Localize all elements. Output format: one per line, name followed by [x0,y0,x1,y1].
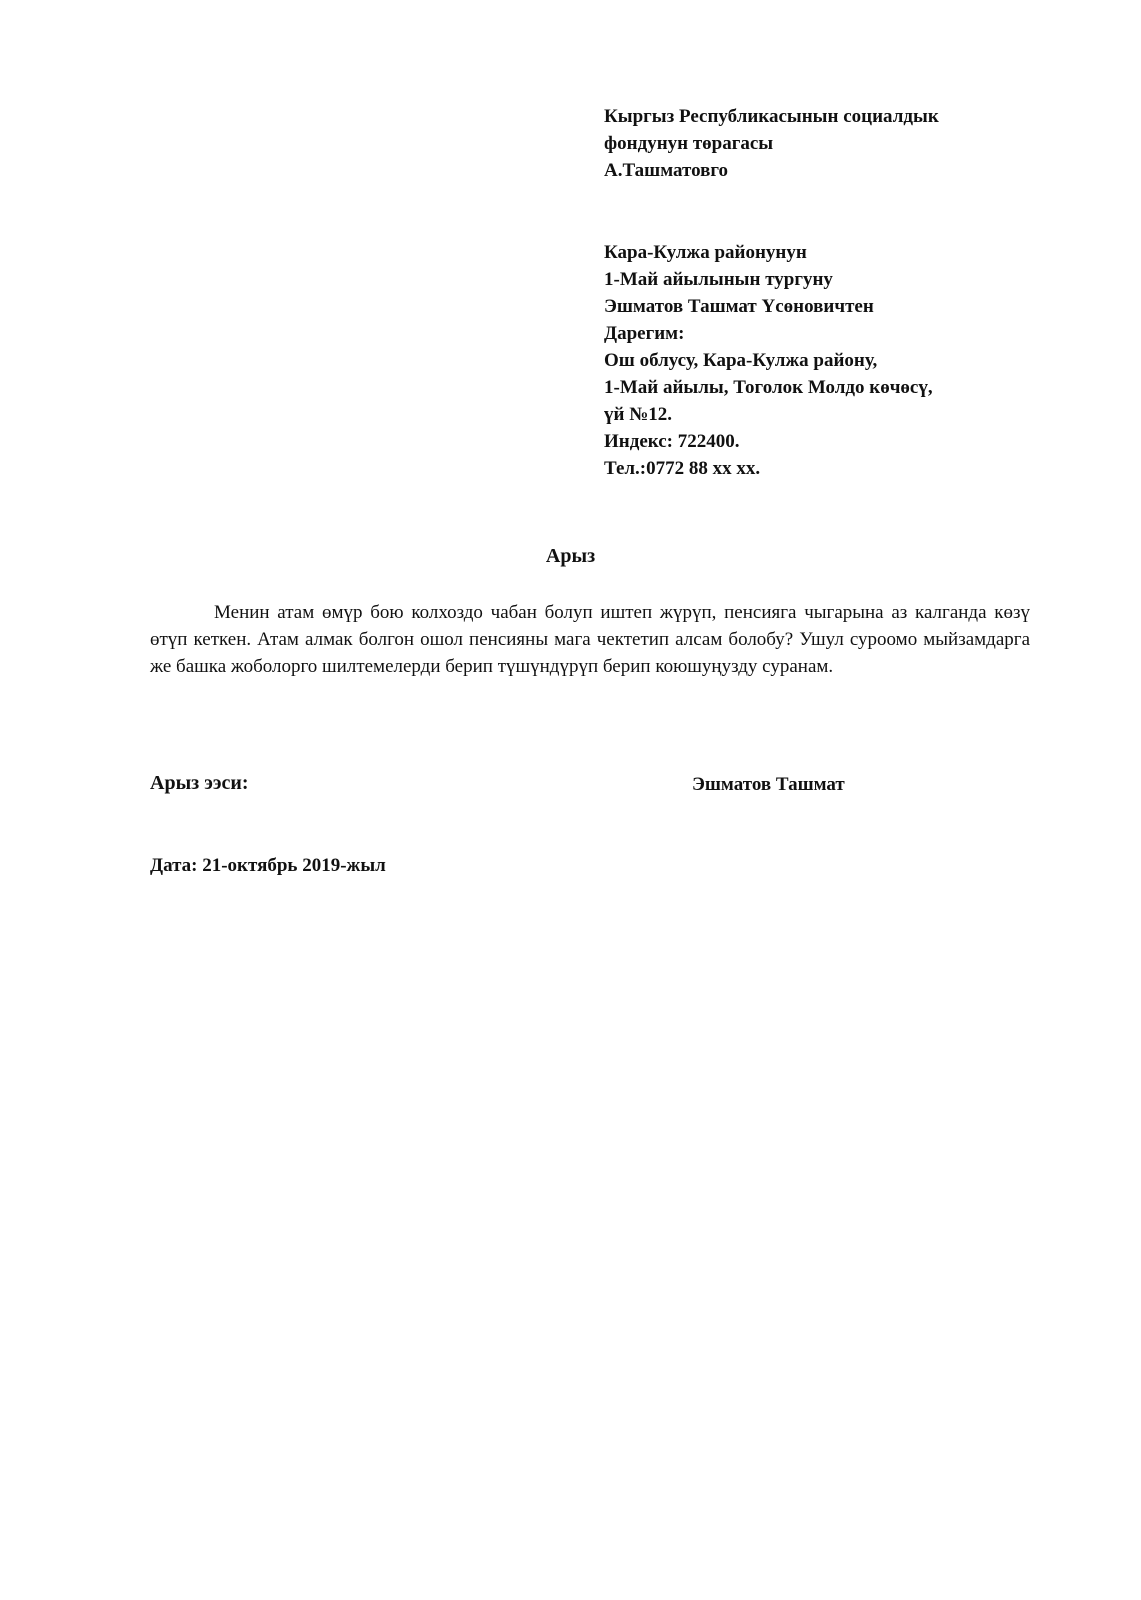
date-line: Дата: 21-октябрь 2019-жыл [150,855,386,876]
sender-line: Эшматов Ташмат Үсөновичтен [604,296,874,317]
sender-line: Индекс: 722400. [604,431,740,452]
sender-line: 1-Май айылынын тургуну [604,269,833,290]
sender-line: Ош облусу, Кара-Кулжа району, [604,350,878,371]
sender-line: 1-Май айылы, Тоголок Молдо көчөсү, [604,377,933,398]
recipient-line: фондунун төрагасы [604,133,774,154]
sender-line: Дарегим: [604,323,685,344]
sender-line: Кара-Кулжа районунун [604,242,807,263]
sender-block [604,239,933,482]
signature-name: Эшматов Ташмат [692,774,845,795]
sender-line: үй №12. [604,404,673,425]
body-paragraph: Менин атам өмүр бою колхоздо чабан болуп иштеп жүрүп, пенсияга чыгарына аз калганда көзү өтүп кеткен. Атам алмак болгон ошол пенсияны мага чектетип алсам болобу? Ушул суроомо мыйзамдарга же башка жоболорго шилтемелерди берип түшүндүрүп берип коюшуңузду суранам. [150,602,1030,677]
signature-label: Арыз ээси: [150,772,249,794]
recipient-line: А.Ташматовго [604,160,729,181]
sender-line: Тел.:0772 88 хх хх. [604,458,761,479]
recipient-line: Кыргыз Республикасынын социалдык [604,106,939,127]
document-title: Арыз [545,545,596,567]
recipient-block [604,103,939,184]
